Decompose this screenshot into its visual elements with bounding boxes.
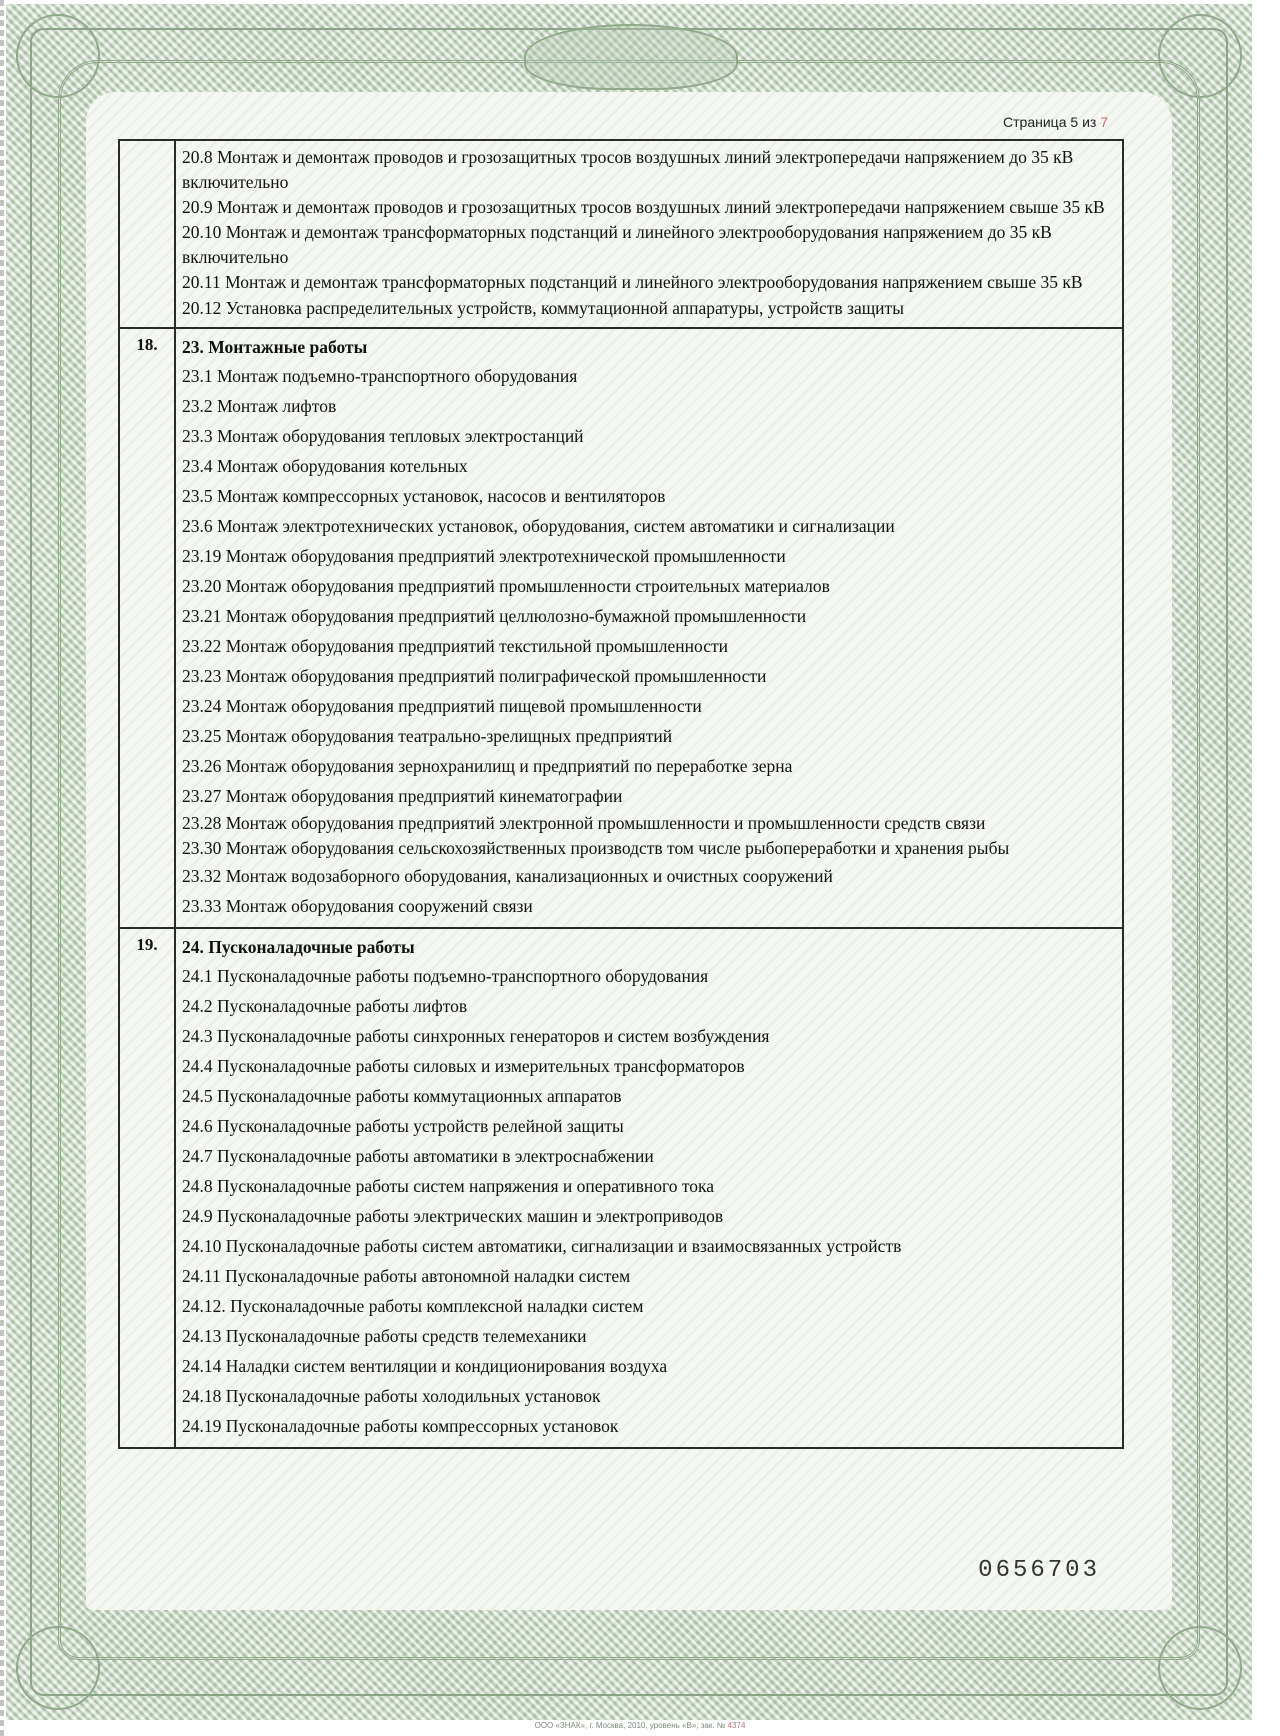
- work-item: 23.2 Монтаж лифтов: [182, 396, 337, 416]
- work-item: 23.25 Монтаж оборудования театрально-зрелищных предприятий: [182, 726, 673, 746]
- work-item: 20.12 Установка распределительных устройств, коммутационной аппаратуры, устройств защиты: [182, 298, 904, 318]
- work-item: 23.30 Монтаж оборудования сельскохозяйственных производств том числе рыбопереработки и хранения рыбы: [182, 838, 1010, 858]
- corner-ornament-top-left: [16, 14, 100, 98]
- work-item: 24.18 Пусконаладочные работы холодильных установок: [182, 1386, 601, 1406]
- work-item: 23.22 Монтаж оборудования предприятий текстильной промышленности: [182, 636, 728, 656]
- section-header: 23. Монтажные работы: [182, 337, 368, 357]
- work-item: 24.19 Пусконаладочные работы компрессорных установок: [182, 1416, 619, 1436]
- works-table: [118, 139, 1124, 1449]
- work-item: 24.10 Пусконаладочные работы систем автоматики, сигнализации и взаимосвязанных устройств: [182, 1236, 902, 1256]
- work-item: 23.19 Монтаж оборудования предприятий электротехнической промышленности: [182, 546, 786, 566]
- work-item: 24.6 Пусконаладочные работы устройств релейной защиты: [182, 1116, 624, 1136]
- printer-line: ООО «ЗНАК», г. Москва, 2010, уровень «В», зак. №: [534, 1721, 726, 1730]
- work-item: 23.1 Монтаж подъемно-транспортного оборудования: [182, 366, 578, 386]
- work-item: 24.8 Пусконаладочные работы систем напряжения и оперативного тока: [182, 1176, 715, 1196]
- work-item: 23.27 Монтаж оборудования предприятий кинематографии: [182, 786, 623, 806]
- work-item: 20.11 Монтаж и демонтаж трансформаторных подстанций и линейного электрооборудования напряжением свыше 35 кВ: [182, 272, 1083, 292]
- work-item: 23.26 Монтаж оборудования зернохранилищ и предприятий по переработке зерна: [182, 756, 793, 776]
- work-item: 23.4 Монтаж оборудования котельных: [182, 456, 468, 476]
- page-label: Страница: [1003, 114, 1067, 130]
- top-ornament: [524, 24, 738, 90]
- corner-ornament-bottom-right: [1158, 1626, 1242, 1710]
- work-item: 20.8 Монтаж и демонтаж проводов и грозозащитных тросов воздушных линий электропередачи напряжением до 35 кВ включительно: [182, 147, 1074, 192]
- work-item: 23.32 Монтаж водозаборного оборудования, канализационных и очистных сооружений: [182, 866, 833, 886]
- row-content: [175, 328, 1123, 928]
- work-item: 24.7 Пусконаладочные работы автоматики в электроснабжении: [182, 1146, 654, 1166]
- work-item: 23.3 Монтаж оборудования тепловых электростанций: [182, 426, 584, 446]
- scan-edge-mark: [0, 0, 4, 1736]
- work-item: 20.9 Монтаж и демонтаж проводов и грозозащитных тросов воздушных линий электропередачи напряжением свыше 35 кВ: [182, 197, 1105, 217]
- printer-imprint: [0, 1721, 1280, 1730]
- work-item: 23.6 Монтаж электротехнических установок, оборудования, систем автоматики и сигнализации: [182, 516, 895, 536]
- row-content: [175, 140, 1123, 328]
- row-number: [119, 140, 175, 328]
- work-item: 24.12. Пусконаладочные работы комплексной наладки систем: [182, 1296, 644, 1316]
- work-item: 24.3 Пусконаладочные работы синхронных генераторов и систем возбуждения: [182, 1026, 770, 1046]
- corner-ornament-bottom-left: [16, 1626, 100, 1710]
- page-indicator: [1003, 114, 1108, 130]
- printer-order: 4374: [727, 1721, 746, 1730]
- corner-ornament-top-right: [1158, 14, 1242, 98]
- work-item: 23.23 Монтаж оборудования предприятий полиграфической промышленности: [182, 666, 767, 686]
- work-item: 24.1 Пусконаладочные работы подъемно-транспортного оборудования: [182, 966, 709, 986]
- table-row: [119, 140, 1123, 328]
- work-item: 23.24 Монтаж оборудования предприятий пищевой промышленности: [182, 696, 702, 716]
- work-item: 24.2 Пусконаладочные работы лифтов: [182, 996, 468, 1016]
- form-serial-number: 0656703: [978, 1557, 1100, 1584]
- page-of: из: [1082, 114, 1097, 130]
- work-item: 24.14 Наладки систем вентиляции и кондиционирования воздуха: [182, 1356, 668, 1376]
- work-item: 23.33 Монтаж оборудования сооружений связи: [182, 896, 533, 916]
- row-number: 19.: [119, 928, 175, 1448]
- work-item: 23.20 Монтаж оборудования предприятий промышленности строительных материалов: [182, 576, 830, 596]
- work-item: 24.9 Пусконаладочные работы электрических машин и электроприводов: [182, 1206, 724, 1226]
- work-item: 20.10 Монтаж и демонтаж трансформаторных подстанций и линейного электрооборудования напряжением до 35 кВ включительно: [182, 222, 1052, 267]
- page-current: 5: [1070, 114, 1079, 130]
- work-item: 24.4 Пусконаладочные работы силовых и измерительных трансформаторов: [182, 1056, 745, 1076]
- work-item: 24.5 Пусконаладочные работы коммутационных аппаратов: [182, 1086, 622, 1106]
- work-item: 23.21 Монтаж оборудования предприятий целлюлозно-бумажной промышленности: [182, 606, 807, 626]
- work-item: 24.11 Пусконаладочные работы автономной наладки систем: [182, 1266, 631, 1286]
- work-item: 23.5 Монтаж компрессорных установок, насосов и вентиляторов: [182, 486, 666, 506]
- work-item: 23.28 Монтаж оборудования предприятий электронной промышленности и промышленности средств связи: [182, 813, 986, 833]
- work-item: 24.13 Пусконаладочные работы средств телемеханики: [182, 1326, 587, 1346]
- row-number: 18.: [119, 328, 175, 928]
- page-total: 7: [1100, 114, 1108, 130]
- row-content: [175, 928, 1123, 1448]
- section-header: 24. Пусконаладочные работы: [182, 937, 415, 957]
- table-row: [119, 328, 1123, 928]
- table-row: [119, 928, 1123, 1448]
